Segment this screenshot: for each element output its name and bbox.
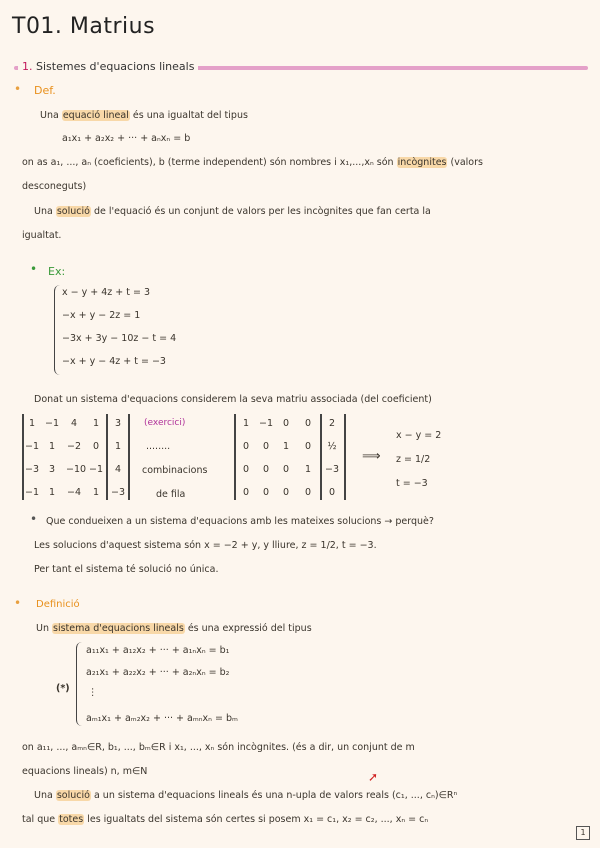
matrix-cell: 0: [328, 487, 336, 498]
matrix-cell: −1: [88, 464, 103, 475]
ops-label: ........: [146, 441, 171, 452]
matrix-cell: ½: [327, 441, 337, 452]
solution-line: Les solucions d'aquest sistema són x = −2 + y, y lliure, z = 1/2, t = −3.: [34, 540, 377, 551]
definition-heading: Definició: [36, 599, 80, 610]
matrix-cell: −3: [324, 464, 339, 475]
matrix-separator: [320, 414, 322, 500]
matrix-cell: 3: [114, 418, 122, 429]
section-heading: [18, 60, 198, 73]
matrix-cell: 0: [282, 418, 290, 429]
highlight-term: solució: [56, 790, 90, 801]
matrix-cell: 1: [92, 418, 100, 429]
def-line-3: desconeguts): [22, 181, 87, 192]
system-equation: −x + y − 2z = 1: [62, 310, 141, 321]
bullet-dot: •: [14, 596, 22, 610]
ops-label: (exercici): [144, 418, 186, 428]
matrix-cell: 0: [262, 441, 270, 452]
text-fragment: és una igualtat del tipus: [129, 110, 248, 121]
def-heading: Def.: [34, 84, 56, 97]
general-equation: a₁₁x₁ + a₁₂x₂ + ··· + a₁ₙxₙ = b₁: [86, 645, 230, 656]
def-line-2: [22, 157, 483, 168]
highlight-term: sistema d'equacions lineals: [53, 623, 184, 634]
highlight-term: equació lineal: [62, 110, 129, 121]
example-heading: Ex:: [48, 265, 66, 278]
ops-label: combinacions: [142, 465, 208, 476]
def-line-5: igualtat.: [22, 230, 62, 241]
text-fragment: Un: [36, 623, 52, 634]
matrix-intro: Donat un sistema d'equacions considerem la seva matriu associada (del coeficient): [34, 394, 432, 405]
text-fragment: (valors: [447, 157, 483, 168]
general-equation: ⋮: [88, 687, 98, 698]
matrix-cell: 2: [328, 418, 336, 429]
text-fragment: Una: [34, 206, 56, 217]
bullet-dot: •: [30, 262, 38, 276]
matrix-cell: 1: [92, 487, 100, 498]
system-equation: −3x + 3y − 10z − t = 4: [62, 333, 177, 344]
matrix-cell: 0: [262, 487, 270, 498]
text-fragment: Una: [34, 790, 56, 801]
matrix-cell: −3: [24, 464, 39, 475]
section-number: 1.: [22, 60, 33, 73]
matrix-cell: 0: [92, 441, 100, 452]
result-equation: t = −3: [396, 478, 428, 489]
matrix-cell: −1: [24, 441, 39, 452]
matrix-cell: 1: [242, 418, 250, 429]
def-line-4: [34, 206, 431, 217]
matrix-separator: [106, 414, 108, 500]
matrix-cell: 1: [282, 441, 290, 452]
text-fragment: on as a₁, ..., aₙ (coeficients), b (terme independent) són nombres i x₁,...,xₙ són: [22, 157, 397, 168]
matrix-cell: −3: [110, 487, 125, 498]
def2-line-4: [34, 790, 457, 801]
text-fragment: a un sistema d'equacions lineals és una n-upla de valors reals (c₁, ..., cₙ)∈Rⁿ: [90, 790, 458, 801]
matrix-cell: −1: [44, 418, 59, 429]
text-fragment: de l'equació és un conjunt de valors per les incògnites que fan certa la: [90, 206, 431, 217]
highlight-term: incògnites: [397, 157, 447, 168]
system-label: (*): [56, 683, 70, 694]
matrix-cell: 0: [242, 487, 250, 498]
matrix-cell: −1: [24, 487, 39, 498]
text-fragment: les igualtats del sistema són certes si posem x₁ = c₁, x₂ = c₂, ..., xₙ = cₙ: [84, 814, 429, 825]
general-equation: aₘ₁x₁ + aₘ₂x₂ + ··· + aₘₙxₙ = bₘ: [86, 713, 238, 724]
def2-line-5: [22, 814, 428, 825]
matrix-cell: 4: [114, 464, 122, 475]
matrix-cell: 1: [114, 441, 122, 452]
page-title: T01. Matrius: [12, 14, 156, 39]
matrix-bracket-left: [234, 414, 236, 500]
matrix-cell: 1: [48, 487, 56, 498]
system-equation: x − y + 4z + t = 3: [62, 287, 151, 298]
matrix-cell: −4: [66, 487, 81, 498]
matrix-cell: −10: [66, 464, 87, 475]
matrix-cell: 0: [242, 464, 250, 475]
section-label: Sistemes d'equacions lineals: [36, 60, 195, 73]
bullet-dot: •: [30, 512, 38, 526]
matrix-bracket-right: [128, 414, 130, 500]
matrix-cell: 0: [282, 464, 290, 475]
def-line-1: [40, 110, 248, 121]
implies-arrow: ⟹: [362, 449, 381, 464]
result-equation: x − y = 2: [396, 430, 442, 441]
text-fragment: Una: [40, 110, 62, 121]
text-fragment: tal que: [22, 814, 59, 825]
matrix-cell: −1: [258, 418, 273, 429]
matrix-cell: 3: [48, 464, 56, 475]
text-fragment: és una expressió del tipus: [184, 623, 312, 634]
conclusion-line: Per tant el sistema té solució no única.: [34, 564, 219, 575]
matrix-cell: 0: [304, 418, 312, 429]
question-line: Que condueixen a un sistema d'equacions amb les mateixes solucions → perquè?: [46, 516, 434, 527]
matrix-cell: −2: [66, 441, 81, 452]
def2-line-1: [36, 623, 312, 634]
red-arrow-mark: ➚: [368, 770, 379, 784]
highlight-term: solució: [56, 206, 90, 217]
system-equation: −x + y − 4z + t = −3: [62, 356, 166, 367]
matrix-bracket-right: [344, 414, 346, 500]
highlight-term: totes: [59, 814, 84, 825]
ops-label: de fila: [156, 489, 186, 500]
system-brace: [76, 642, 85, 726]
matrix-cell: 0: [304, 487, 312, 498]
matrix-cell: 0: [262, 464, 270, 475]
matrix-cell: 0: [282, 487, 290, 498]
matrix-cell: 4: [70, 418, 78, 429]
def2-line-3: equacions lineals) n, m∈N: [22, 766, 148, 777]
bullet-dot: •: [14, 82, 22, 96]
general-equation: a₂₁x₁ + a₂₂x₂ + ··· + a₂ₙxₙ = b₂: [86, 667, 230, 678]
page-number: 1: [576, 826, 590, 840]
matrix-cell: 0: [304, 441, 312, 452]
matrix-cell: 0: [242, 441, 250, 452]
matrix-cell: 1: [48, 441, 56, 452]
result-equation: z = 1/2: [396, 454, 431, 465]
def2-line-2: on a₁₁, ..., aₘₙ∈R, b₁, ..., bₘ∈R i x₁, ..., xₙ són incògnites. (és a dir, un conjunt de m: [22, 742, 415, 753]
linear-equation-formula: a₁x₁ + a₂x₂ + ··· + aₙxₙ = b: [62, 133, 191, 144]
matrix-cell: 1: [28, 418, 36, 429]
matrix-cell: 1: [304, 464, 312, 475]
